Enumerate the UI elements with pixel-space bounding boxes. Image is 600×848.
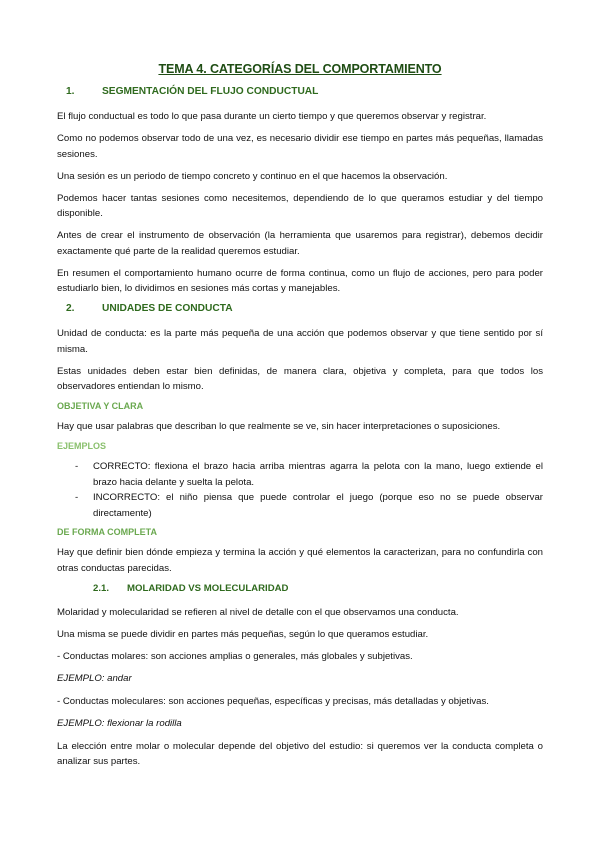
paragraph: Hay que definir bien dónde empieza y termina la acción y qué elementos la caracterizan, para no confundirla con otras conductas parecidas. bbox=[57, 547, 543, 574]
list-item bbox=[57, 459, 543, 490]
paragraph: Molaridad y molecularidad se refieren al nivel de detalle con el que observamos una conducta. bbox=[57, 606, 459, 618]
paragraph: El flujo conductual es todo lo que pasa durante un cierto tiempo y que queremos observar y registrar. bbox=[57, 111, 487, 122]
list-item-text: CORRECTO: flexiona el brazo hacia arriba mientras agarra la pelota con la mano, luego extiende el brazo hacia delante y suelta la pelota. bbox=[93, 461, 543, 488]
paragraph: - Conductas moleculares: son acciones pequeñas, específicas y precisas, más detalladas y objetivas. bbox=[57, 695, 489, 707]
paragraph: Una misma se puede dividir en partes más pequeñas, según lo que queramos estudiar. bbox=[57, 628, 429, 640]
paragraph: Hay que usar palabras que describan lo que realmente se ve, sin hacer interpretaciones o suposiciones. bbox=[57, 421, 501, 432]
paragraph: Una sesión es un periodo de tiempo concreto y continuo en el que hacemos la observación. bbox=[57, 170, 448, 182]
paragraph: Unidad de conducta: es la parte más pequeña de una acción que podemos observar y que tiene sentido por sí misma. bbox=[57, 328, 543, 355]
subheading-ejemplos: EJEMPLOS bbox=[57, 441, 107, 451]
subheading-completa: DE FORMA COMPLETA bbox=[57, 527, 157, 537]
dash-bullet: - bbox=[75, 461, 79, 472]
section-number: 2.1. bbox=[93, 582, 110, 594]
paragraph: Antes de crear el instrumento de observación (la herramienta que usaremos para registrar), debemos decidir exactamente qué parte de la realidad queremos estudiar. bbox=[57, 230, 543, 257]
examples-list bbox=[57, 459, 543, 521]
paragraph: Estas unidades deben estar bien definidas, de manera clara, objetiva y completa, para que todos los observadores entiendan lo mismo. bbox=[57, 365, 543, 392]
document-title: TEMA 4. CATEGORÍAS DEL COMPORTAMIENTO bbox=[158, 62, 442, 76]
list-item-text: INCORRECTO: el niño piensa que puede controlar el juego (porque eso no se puede observar directamente) bbox=[93, 492, 543, 519]
section-2-heading bbox=[57, 303, 543, 314]
section-title: UNIDADES DE CONDUCTA bbox=[102, 303, 233, 314]
example-line: EJEMPLO: andar bbox=[57, 672, 132, 684]
paragraph: En resumen el comportamiento humano ocurre de forma continua, como un flujo de acciones, pero para poder estudiarlo bien, lo dividimos en sesiones más cortas y manejables. bbox=[57, 267, 543, 294]
document-page bbox=[57, 62, 543, 776]
list-item bbox=[57, 490, 543, 521]
dash-bullet: - bbox=[75, 492, 79, 503]
section-1-heading bbox=[57, 86, 543, 97]
section-number: 2. bbox=[66, 303, 75, 314]
paragraph: Como no podemos observar todo de una vez, es necesario dividir ese tiempo en partes más pequeñas, llamadas sesiones. bbox=[57, 133, 543, 160]
section-title: SEGMENTACIÓN DEL FLUJO CONDUCTUAL bbox=[102, 86, 319, 97]
paragraph: - Conductas molares: son acciones amplias o generales, más globales y subjetivas. bbox=[57, 650, 413, 662]
section-2-1-heading bbox=[57, 583, 543, 594]
example-line: EJEMPLO: flexionar la rodilla bbox=[57, 717, 182, 729]
section-number: 1. bbox=[66, 86, 75, 97]
paragraph: La elección entre molar o molecular depende del objetivo del estudio: si queremos ver la conducta completa o analizar sus partes. bbox=[57, 740, 543, 767]
paragraph: Podemos hacer tantas sesiones como necesitemos, dependiendo de lo que queramos estudiar y del tiempo disponible. bbox=[57, 192, 543, 219]
section-title: MOLARIDAD VS MOLECULARIDAD bbox=[127, 582, 289, 594]
subheading-objetiva: OBJETIVA Y CLARA bbox=[57, 401, 144, 411]
